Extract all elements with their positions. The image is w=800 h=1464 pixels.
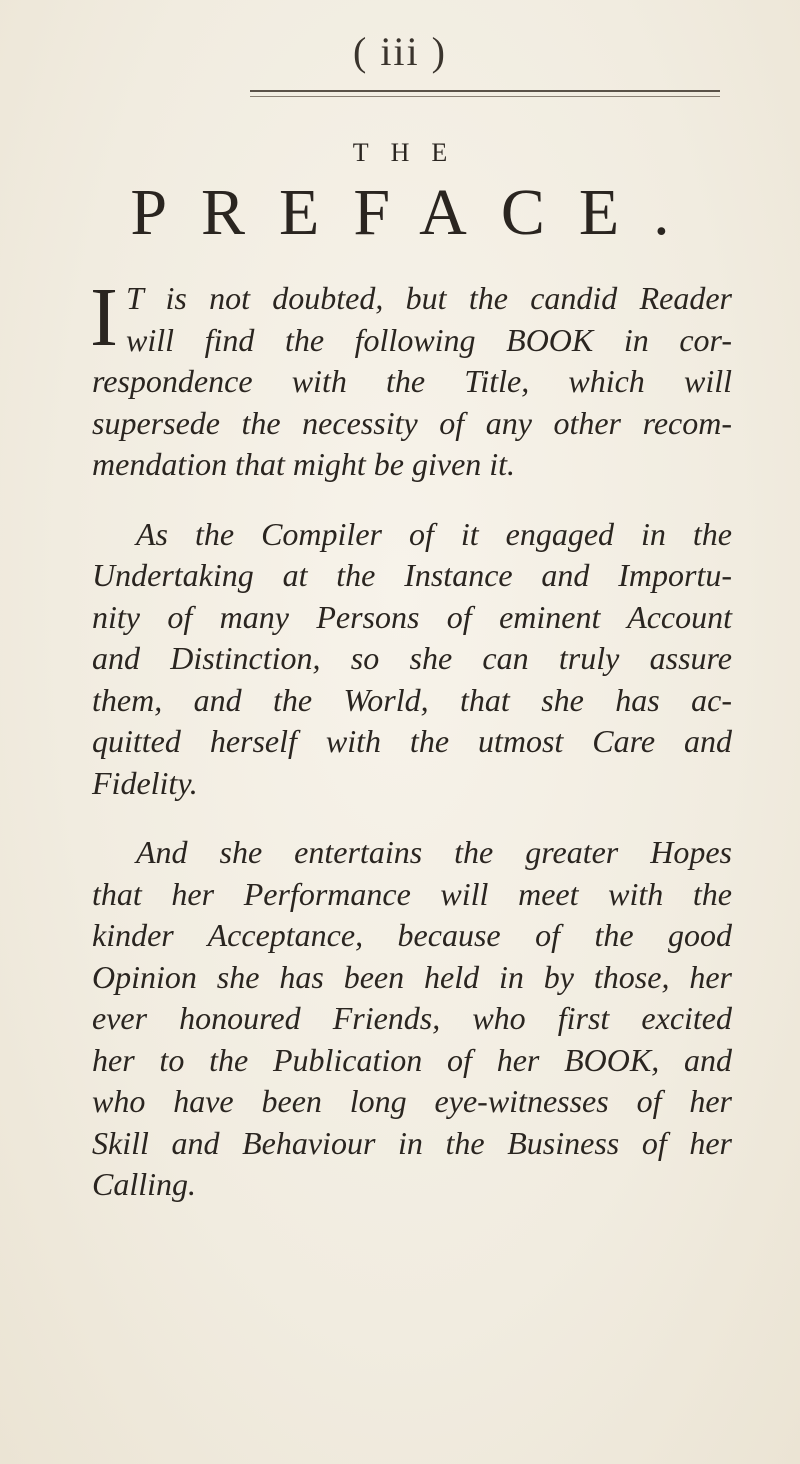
- text-line: them, and the World, that she has ac-: [92, 681, 732, 718]
- text-line: and Distinction, so she can truly assure: [92, 640, 732, 676]
- page-title: PREFACE.: [130, 176, 704, 249]
- text-line: Fidelity.: [92, 764, 198, 801]
- paragraph-2: [92, 514, 732, 556]
- drop-cap: I: [90, 271, 118, 364]
- text-line: will find the following BOOK in cor-: [125, 321, 732, 358]
- paragraph-1: [90, 271, 732, 486]
- text-line: Undertaking at the Instance and Importu-: [92, 557, 732, 593]
- text-line: kinder Acceptance, because of the good: [92, 917, 732, 953]
- text-line: quitted herself with the utmost Care and: [92, 723, 732, 759]
- text-line: Opinion she has been held in by those, her: [92, 958, 732, 995]
- text-line: respondence with the Title, which will: [92, 363, 732, 399]
- page-number: ( iii ): [353, 29, 447, 74]
- preface-body: [90, 271, 732, 1206]
- text-line: Calling.: [92, 1166, 197, 1202]
- text-line: that her Performance will meet with the: [92, 875, 732, 912]
- text-line: As the Compiler of it engaged in the: [136, 515, 732, 552]
- paragraph-2-cont: [92, 555, 732, 804]
- text-line: who have been long eye-witnesses of her: [92, 1083, 732, 1119]
- text-line: mendation that might be given it.: [92, 446, 516, 482]
- text-line: ever honoured Friends, who first excited: [92, 1000, 732, 1036]
- paragraph-3-cont: [92, 874, 732, 1206]
- paragraph-3: [92, 832, 732, 874]
- heading-the: THE: [352, 138, 470, 167]
- header-rule-thin: [250, 96, 720, 97]
- text-line: Skill and Behaviour in the Business of her: [92, 1124, 732, 1161]
- text-line: nity of many Persons of eminent Account: [92, 598, 732, 635]
- header-rule: [250, 90, 720, 92]
- text-line: supersede the necessity of any other recom-: [92, 404, 732, 441]
- text-line: T is not doubted, but the candid Reader: [125, 280, 732, 316]
- text-line: her to the Publication of her BOOK, and: [92, 1041, 732, 1078]
- text-line: And she entertains the greater Hopes: [136, 834, 732, 870]
